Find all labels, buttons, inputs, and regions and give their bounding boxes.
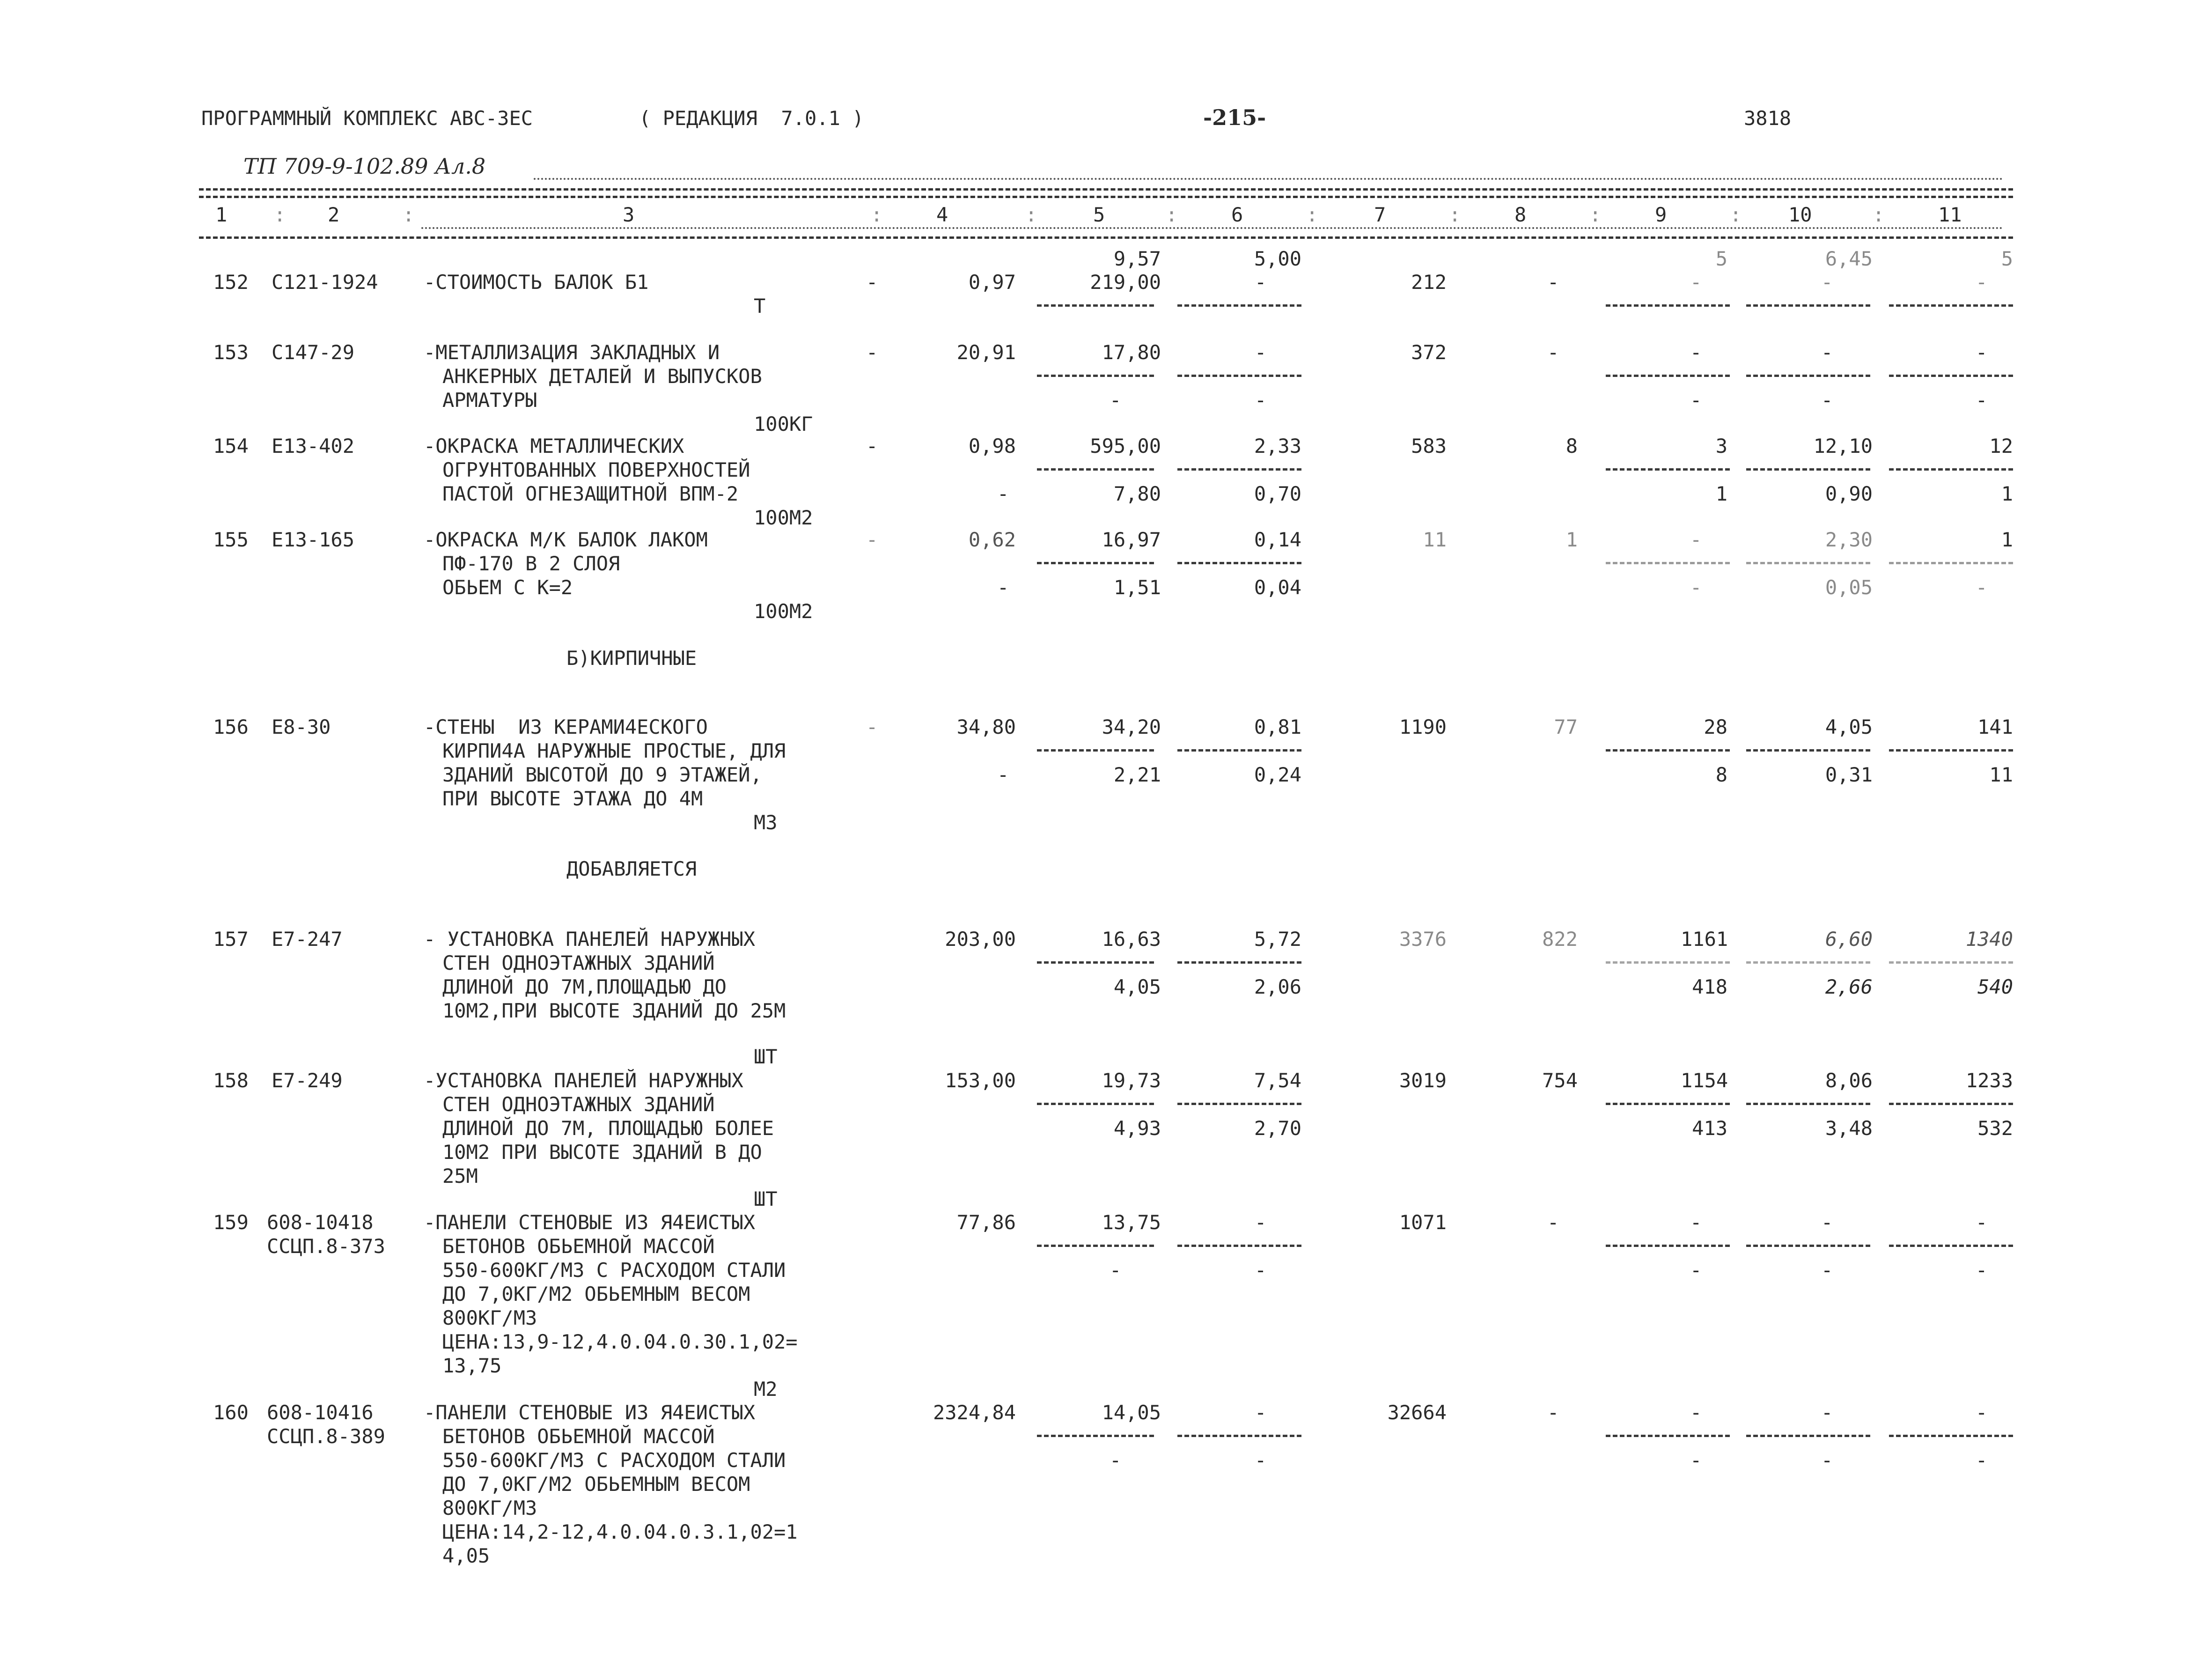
sheet-code: 3818 xyxy=(1744,107,1792,130)
cell-col4: 77,86 xyxy=(956,1211,1016,1234)
cell-col10: - xyxy=(1821,1401,1833,1424)
item-code: Е8-30 xyxy=(272,715,331,738)
cell-col9-bottom: 1 xyxy=(1715,482,1727,505)
edition-label: ( РЕДАКЦИЯ 7.0.1 ) xyxy=(639,107,864,130)
underline xyxy=(1606,468,1730,471)
row-number: 158 xyxy=(213,1069,249,1092)
underline xyxy=(1037,749,1154,752)
item-code: Е7-249 xyxy=(272,1069,343,1092)
description-line: -УСТАНОВКА ПАНЕЛЕЙ НАРУЖНЫХ xyxy=(424,1069,743,1092)
cell-col7: 32664 xyxy=(1387,1401,1447,1424)
description-line: АРМАТУРЫ xyxy=(442,389,537,412)
cell-col4: 153,00 xyxy=(945,1069,1016,1092)
underline xyxy=(1177,1103,1301,1105)
header-rule-top xyxy=(199,188,2013,191)
cell-col8: - xyxy=(1547,1401,1559,1424)
cell-col11-bottom: 1 xyxy=(2001,482,2013,505)
cell-col7: 372 xyxy=(1411,341,1447,364)
dash-mark: - xyxy=(997,576,1009,599)
description-line: КИРПИ4А НАРУЖНЫЕ ПРОСТЫЕ, ДЛЯ xyxy=(442,739,786,762)
cell-col9-bottom: - xyxy=(1690,1449,1702,1472)
program-title: ПРОГРАММНЫЙ КОМПЛЕКС АВС-3ЕС xyxy=(201,107,533,130)
underline xyxy=(1606,961,1730,964)
cell-col6: 2,33 xyxy=(1254,435,1301,457)
cell-col4: 0,98 xyxy=(968,435,1016,457)
cell-col5: 14,05 xyxy=(1102,1401,1161,1424)
cell-col10-bottom: - xyxy=(1821,1259,1833,1282)
col-10: 10 xyxy=(1788,203,1812,226)
underline xyxy=(1889,749,2013,752)
cell-col7: 11 xyxy=(1423,528,1447,551)
cell-col6: 7,54 xyxy=(1254,1069,1301,1092)
underline xyxy=(1889,1103,2013,1105)
col-1: 1 xyxy=(215,203,228,226)
cell-col9: - xyxy=(1690,1211,1702,1234)
description-line: 10М2 ПРИ ВЫСОТЕ ЗДАНИЙ В ДО xyxy=(442,1141,762,1164)
cell-col4: 20,91 xyxy=(956,341,1016,364)
description-line: ДЛИНОЙ ДО 7М, ПЛОЩАДЬЮ БОЛЕЕ xyxy=(442,1117,774,1140)
cell-col5-bottom: - xyxy=(1110,1449,1122,1472)
cell-col4: 0,62 xyxy=(968,528,1016,551)
column-dotted-line xyxy=(421,227,2004,229)
cell-col10-top: 6,45 xyxy=(1825,247,1873,270)
cell-col11-bottom: 540 xyxy=(1977,975,2013,998)
cell-col11: 12 xyxy=(1989,435,2013,457)
description-line: 4,05 xyxy=(442,1544,490,1567)
cell-col4: 34,80 xyxy=(956,715,1016,738)
description-line: ЦЕНА:13,9-12,4.0.04.0.30.1,02= xyxy=(442,1330,798,1353)
underline xyxy=(1177,1435,1301,1437)
cell-col9: - xyxy=(1690,1401,1702,1424)
cell-col6-bottom: 0,04 xyxy=(1254,576,1301,599)
cell-col10: 2,30 xyxy=(1825,528,1873,551)
underline xyxy=(1746,1435,1870,1437)
underline xyxy=(1037,304,1154,307)
cell-col10: 6,60 xyxy=(1825,928,1873,951)
document-reference: ТП 709-9-102.89 Ал.8 xyxy=(243,154,486,179)
row-number: 160 xyxy=(213,1401,249,1424)
cell-col6-bottom: - xyxy=(1255,1259,1267,1282)
description-line: ПАСТОЙ ОГНЕЗАЩИТНОЙ ВПМ-2 xyxy=(442,482,739,505)
cell-col11-bottom: - xyxy=(1976,1259,1988,1282)
col-4: 4 xyxy=(936,203,948,226)
cell-col5: 595,00 xyxy=(1090,435,1161,457)
dash-mark: - xyxy=(866,715,878,738)
cell-col5-bottom: - xyxy=(1110,1259,1122,1282)
cell-col11-bottom: - xyxy=(1976,389,1988,412)
cell-col11: 1 xyxy=(2001,528,2013,551)
underline xyxy=(1177,304,1301,307)
cell-col9-bottom: - xyxy=(1690,1259,1702,1282)
item-unit: 100М2 xyxy=(754,506,813,529)
row-number: 159 xyxy=(213,1211,249,1234)
col-sep: : xyxy=(274,203,286,226)
cell-col5-bottom: 7,80 xyxy=(1113,482,1161,505)
cell-col7: 3019 xyxy=(1399,1069,1447,1092)
cell-col10-bottom: 0,90 xyxy=(1825,482,1873,505)
cell-col11: - xyxy=(1976,341,1988,364)
underline xyxy=(1746,961,1870,964)
cell-col9-bottom: - xyxy=(1690,576,1702,599)
cell-col5: 219,00 xyxy=(1090,271,1161,294)
cell-col5-bottom: 4,05 xyxy=(1113,975,1161,998)
underline xyxy=(1177,1245,1301,1247)
cell-col10-bottom: 2,66 xyxy=(1825,975,1873,998)
cell-col11-bottom: 532 xyxy=(1977,1117,2013,1140)
description-line: ДО 7,0КГ/М2 ОБЬЕМНЫМ ВЕСОМ xyxy=(442,1283,750,1305)
cell-col5: 16,97 xyxy=(1102,528,1161,551)
col-5: 5 xyxy=(1093,203,1105,226)
cell-col5: 16,63 xyxy=(1102,928,1161,951)
cell-col7: 212 xyxy=(1411,271,1447,294)
header-rule-top-double xyxy=(199,196,2013,198)
description-line: ОГРУНТОВАННЫХ ПОВЕРХНОСТЕЙ xyxy=(442,458,750,481)
dash-mark: - xyxy=(997,482,1009,505)
cell-col10-bottom: - xyxy=(1821,1449,1833,1472)
col-sep: : xyxy=(1306,203,1318,226)
description-line: -МЕТАЛЛИЗАЦИЯ ЗАКЛАДНЫХ И xyxy=(424,341,720,364)
cell-col4: 203,00 xyxy=(945,928,1016,951)
cell-col6-bottom: 0,24 xyxy=(1254,763,1301,786)
section-heading: ДОБАВЛЯЕТСЯ xyxy=(566,857,697,880)
description-line: ЦЕНА:14,2-12,4.0.04.0.3.1,02=1 xyxy=(442,1520,798,1543)
cell-col10: - xyxy=(1821,341,1833,364)
underline xyxy=(1746,468,1870,471)
col-sep: : xyxy=(871,203,883,226)
description-line: ПРИ ВЫСОТЕ ЭТАЖА ДО 4М xyxy=(442,787,703,810)
cell-col6: 0,81 xyxy=(1254,715,1301,738)
cell-col8: 822 xyxy=(1542,928,1578,951)
item-code: С147-29 xyxy=(272,341,355,364)
underline xyxy=(1746,304,1870,307)
underline xyxy=(1037,961,1154,964)
cell-col6-bottom: - xyxy=(1255,389,1267,412)
cell-col11: 141 xyxy=(1977,715,2013,738)
description-line: -ПАНЕЛИ СТЕНОВЫЕ ИЗ Я4ЕИСТЫХ xyxy=(424,1401,756,1424)
page-number: -215- xyxy=(1203,105,1266,130)
cell-col11-bottom: - xyxy=(1976,576,1988,599)
cell-col5: 19,73 xyxy=(1102,1069,1161,1092)
underline xyxy=(1177,562,1301,564)
cell-col9-top: 5 xyxy=(1715,247,1727,270)
underline xyxy=(1889,304,2013,307)
cell-col8: 1 xyxy=(1565,528,1578,551)
item-code: Е13-165 xyxy=(272,528,355,551)
cell-col11: 1233 xyxy=(1965,1069,2013,1092)
cell-col9-bottom: - xyxy=(1690,389,1702,412)
cell-col7: 3376 xyxy=(1399,928,1447,951)
cell-col8: - xyxy=(1547,341,1559,364)
description-line: СТЕН ОДНОЭТАЖНЫХ ЗДАНИЙ xyxy=(442,951,715,974)
underline xyxy=(1606,304,1730,307)
item-unit: Т xyxy=(754,295,766,317)
underline xyxy=(1037,468,1154,471)
cell-col11: 1340 xyxy=(1965,928,2013,951)
dash-mark: - xyxy=(997,763,1009,786)
cell-col6: 5,72 xyxy=(1254,928,1301,951)
col-sep: : xyxy=(1589,203,1602,226)
description-line: АНКЕРНЫХ ДЕТАЛЕЙ И ВЫПУСКОВ xyxy=(442,365,762,388)
cell-col8: 8 xyxy=(1565,435,1578,457)
cell-col11: - xyxy=(1976,271,1988,294)
underline xyxy=(1177,749,1301,752)
description-line: 800КГ/М3 xyxy=(442,1497,537,1519)
cell-col9: 3 xyxy=(1715,435,1727,457)
cell-col6: 0,14 xyxy=(1254,528,1301,551)
cell-col9-bottom: 8 xyxy=(1715,763,1727,786)
description-line: 800КГ/М3 xyxy=(442,1306,537,1329)
item-code: Е13-402 xyxy=(272,435,355,457)
cell-col8: 754 xyxy=(1542,1069,1578,1092)
underline xyxy=(1037,375,1154,377)
cell-col9: 28 xyxy=(1704,715,1727,738)
cell-col9: - xyxy=(1690,528,1702,551)
cell-col6: - xyxy=(1255,271,1267,294)
cell-col6: - xyxy=(1255,341,1267,364)
col-sep: : xyxy=(1166,203,1178,226)
item-unit: 100КГ xyxy=(754,413,813,435)
cell-col10: 8,06 xyxy=(1825,1069,1873,1092)
underline xyxy=(1889,375,2013,377)
cell-col5: 13,75 xyxy=(1102,1211,1161,1234)
item-code-secondary: ССЦП.8-373 xyxy=(267,1235,385,1258)
underline xyxy=(1606,1245,1730,1247)
description-line: -СТЕНЫ ИЗ КЕРАМИ4ЕСКОГО xyxy=(424,715,708,738)
cell-col9: 1161 xyxy=(1681,928,1728,951)
dash-mark: - xyxy=(866,271,878,294)
cell-col10-bottom: 0,31 xyxy=(1825,763,1873,786)
cell-col4: 0,97 xyxy=(968,271,1016,294)
underline xyxy=(1177,468,1301,471)
cell-col8: - xyxy=(1547,1211,1559,1234)
description-line: ДО 7,0КГ/М2 ОБЬЕМНЫМ ВЕСОМ xyxy=(442,1473,750,1496)
description-line: -ОКРАСКА МЕТАЛЛИЧЕСКИХ xyxy=(424,435,684,457)
cell-col5-bottom: - xyxy=(1110,389,1122,412)
underline xyxy=(1606,1435,1730,1437)
underline xyxy=(1889,1435,2013,1437)
header-rule-bottom xyxy=(199,236,2013,239)
underline xyxy=(1746,375,1870,377)
item-unit: 100М2 xyxy=(754,600,813,623)
item-unit: М2 xyxy=(754,1378,778,1401)
cell-col8: 77 xyxy=(1554,715,1578,738)
underline xyxy=(1606,562,1730,564)
cell-col7: 583 xyxy=(1411,435,1447,457)
underline xyxy=(1177,961,1301,964)
row-number: 156 xyxy=(213,715,249,738)
underline xyxy=(1606,1103,1730,1105)
row-number: 155 xyxy=(213,528,249,551)
col-sep: : xyxy=(1025,203,1037,226)
description-line: -ПАНЕЛИ СТЕНОВЫЕ ИЗ Я4ЕИСТЫХ xyxy=(424,1211,756,1234)
underline xyxy=(1037,1245,1154,1247)
col-7: 7 xyxy=(1374,203,1386,226)
item-description: -СТОИМОСТЬ БАЛОК Б1 xyxy=(424,271,649,294)
col-8: 8 xyxy=(1514,203,1527,226)
cell-col9: - xyxy=(1690,341,1702,364)
cell-col5: 17,80 xyxy=(1102,341,1161,364)
cell-col6-bottom: 2,06 xyxy=(1254,975,1301,998)
cell-col5-bottom: 4,93 xyxy=(1113,1117,1161,1140)
col-3: 3 xyxy=(623,203,635,226)
col-sep: : xyxy=(1449,203,1461,226)
description-line: 13,75 xyxy=(442,1354,502,1377)
description-line: СТЕН ОДНОЭТАЖНЫХ ЗДАНИЙ xyxy=(442,1093,715,1116)
cell-col6-bottom: - xyxy=(1255,1449,1267,1472)
description-line: - УСТАНОВКА ПАНЕЛЕЙ НАРУЖНЫХ xyxy=(424,928,756,951)
cell-col5-bottom: 1,51 xyxy=(1113,576,1161,599)
row-number: 153 xyxy=(213,341,249,364)
dash-mark: - xyxy=(866,528,878,551)
description-line: БЕТОНОВ ОБЬЕМНОЙ МАССОЙ xyxy=(442,1235,715,1258)
cell-col11: - xyxy=(1976,1401,1988,1424)
underline xyxy=(1177,375,1301,377)
cell-col4: 2324,84 xyxy=(933,1401,1016,1424)
underline xyxy=(1889,468,2013,471)
description-line: 550-600КГ/М3 С РАСХОДОМ СТАЛИ xyxy=(442,1259,786,1282)
cell-col7: 1071 xyxy=(1399,1211,1447,1234)
underline xyxy=(1606,749,1730,752)
cell-col6-bottom: 0,70 xyxy=(1254,482,1301,505)
cell-col9-bottom: 418 xyxy=(1692,975,1727,998)
cell-col10: 12,10 xyxy=(1813,435,1873,457)
cell-col11-bottom: - xyxy=(1976,1449,1988,1472)
description-line: -ОКРАСКА М/К БАЛОК ЛАКОМ xyxy=(424,528,708,551)
row-number: 154 xyxy=(213,435,249,457)
description-line: ОБЬЕМ С К=2 xyxy=(442,576,573,599)
underline xyxy=(1889,562,2013,564)
col-sep: : xyxy=(403,203,415,226)
underline xyxy=(1746,562,1870,564)
col-2: 2 xyxy=(328,203,340,226)
underline xyxy=(1889,1245,2013,1247)
cell-col10-bottom: 0,05 xyxy=(1825,576,1873,599)
item-code: Е7-247 xyxy=(272,928,343,951)
cell-col11: - xyxy=(1976,1211,1988,1234)
row-number: 157 xyxy=(213,928,249,951)
cell-col6: - xyxy=(1255,1211,1267,1234)
item-unit: ШТ xyxy=(754,1045,778,1068)
cell-col9: 1154 xyxy=(1681,1069,1728,1092)
cell-col5-bottom: 2,21 xyxy=(1113,763,1161,786)
item-unit: ШТ xyxy=(754,1187,778,1210)
dash-mark: - xyxy=(866,435,878,457)
cell-col11-top: 5 xyxy=(2001,247,2013,270)
underline xyxy=(1889,961,2013,964)
col-6: 6 xyxy=(1231,203,1243,226)
item-code: 608-10418 xyxy=(267,1211,374,1234)
item-code: 608-10416 xyxy=(267,1401,374,1424)
underline xyxy=(1746,1103,1870,1105)
description-line: 10М2,ПРИ ВЫСОТЕ ЗДАНИЙ ДО 25М xyxy=(442,999,786,1022)
underline xyxy=(1746,1245,1870,1247)
cell-col5: 34,20 xyxy=(1102,715,1161,738)
item-unit: М3 xyxy=(754,811,778,834)
col-9: 9 xyxy=(1655,203,1667,226)
cell-col9: - xyxy=(1690,271,1702,294)
underline xyxy=(1037,1435,1154,1437)
description-line: ДЛИНОЙ ДО 7М,ПЛОЩАДЬЮ ДО xyxy=(442,975,727,998)
cell-col6-top: 5,00 xyxy=(1254,247,1301,270)
description-line: ПФ-170 В 2 СЛОЯ xyxy=(442,552,620,575)
cell-col7: 1190 xyxy=(1399,715,1447,738)
cell-col6: - xyxy=(1255,1401,1267,1424)
item-code: С121-1924 xyxy=(272,271,378,294)
description-line: БЕТОНОВ ОБЬЕМНОЙ МАССОЙ xyxy=(442,1425,715,1448)
dash-mark: - xyxy=(866,341,878,364)
cell-col10-bottom: 3,48 xyxy=(1825,1117,1873,1140)
description-line: 550-600КГ/М3 С РАСХОДОМ СТАЛИ xyxy=(442,1449,786,1472)
cell-col9-bottom: 413 xyxy=(1692,1117,1727,1140)
row-number: 152 xyxy=(213,271,249,294)
col-11: 11 xyxy=(1938,203,1962,226)
description-line: 25М xyxy=(442,1165,478,1187)
underline xyxy=(1037,562,1154,564)
col-sep: : xyxy=(1873,203,1885,226)
section-heading: Б)КИРПИЧНЫЕ xyxy=(566,647,697,670)
reference-dotted-line xyxy=(534,178,2004,180)
cell-col10-bottom: - xyxy=(1821,389,1833,412)
underline xyxy=(1746,749,1870,752)
cell-col11-bottom: 11 xyxy=(1989,763,2013,786)
cell-col10: 4,05 xyxy=(1825,715,1873,738)
underline xyxy=(1606,375,1730,377)
description-line: ЗДАНИЙ ВЫСОТОЙ ДО 9 ЭТАЖЕЙ, xyxy=(442,763,762,786)
cell-col10: - xyxy=(1821,1211,1833,1234)
cell-col8: - xyxy=(1547,271,1559,294)
underline xyxy=(1037,1103,1154,1105)
cell-col5-top: 9,57 xyxy=(1113,247,1161,270)
item-code-secondary: ССЦП.8-389 xyxy=(267,1425,385,1448)
cell-col10: - xyxy=(1821,271,1833,294)
col-sep: : xyxy=(1730,203,1742,226)
cell-col6-bottom: 2,70 xyxy=(1254,1117,1301,1140)
